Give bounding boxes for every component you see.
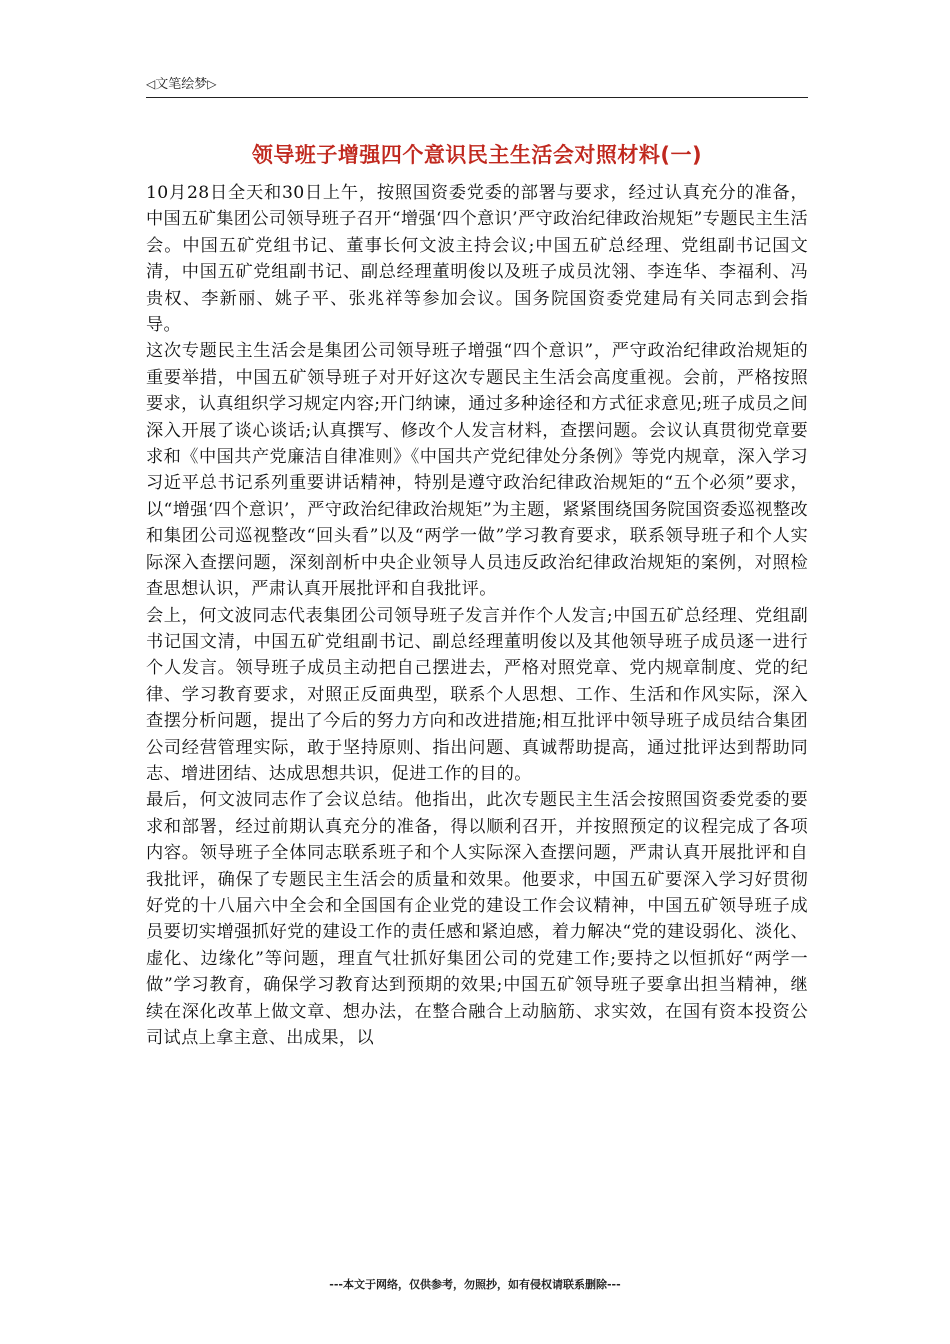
page-header [146,76,216,93]
header-brand: 文笔绘梦 [155,77,208,92]
right-triangle-icon: ▷ [207,77,217,91]
paragraph-1: 10月28日全天和30日上午，按照国资委党委的部署与要求，经过认真充分的准备，中国五矿集团公司领导班子召开“增强‘四个意识’严守政治纪律政治规矩”专题民主生活会。中国五矿党组书记、董事长何文波主持会议;中国五矿总经理、党组副书记国文清，中国五矿党组副书记、副总经理董明俊以及班子成员沈翎、李连华、李福利、冯贵权、李新丽、姚子平、张兆祥等参加会议。国务院国资委党建局有关同志到会指导。 [146,183,808,336]
left-triangle-icon: ◁ [146,77,156,91]
document-title: 领导班子增强四个意识民主生活会对照材料(一) [251,143,703,167]
paragraph-4: 最后，何文波同志作了会议总结。他指出，此次专题民主生活会按照国资委党委的要求和部署，经过前期认真充分的准备，得以顺利召开，并按照预定的议程完成了各项内容。领导班子全体同志联系班子和个人实际深入查摆问题，严肃认真开展批评和自我批评，确保了专题民主生活会的质量和效果。他要求，中国五矿要深入学习好贯彻好党的十八届六中全会和全国国有企业党的建设工作会议精神，中国五矿领导班子成员要切实增强抓好党的建设工作的责任感和紧迫感，着力解决“党的建设弱化、淡化、虚化、边缘化”等问题，理直气壮抓好集团公司的党建工作;要持之以恒抓好“两学一做”学习教育，确保学习教育达到预期的效果;中国五矿领导班子要拿出担当精神，继续在深化改革上做文章、想办法，在整合融合上动脑筋、求实效，在国有资本投资公司试点上拿主意、出成果，以 [146,790,808,1048]
footer-notice: ---本文于网络，仅供参考，勿照抄，如有侵权请联系删除--- [329,1278,621,1291]
paragraph-3: 会上，何文波同志代表集团公司领导班子发言并作个人发言;中国五矿总经理、党组副书记国文清，中国五矿党组副书记、副总经理董明俊以及其他领导班子成员逐一进行个人发言。领导班子成员主动把自己摆进去，严格对照党章、党内规章制度、党的纪律、学习教育要求，对照正反面典型，联系个人思想、工作、生活和作风实际，深入查摆分析问题，提出了今后的努力方向和改进措施;相互批评中领导班子成员结合集团公司经营管理实际，敢于坚持原则、指出问题、真诚帮助提高，通过批评达到帮助同志、增进团结、达成思想共识，促进工作的目的。 [146,605,808,784]
document-body [146,180,808,1051]
header-divider [146,97,808,98]
paragraph-2: 这次专题民主生活会是集团公司领导班子增强“四个意识”，严守政治纪律政治规矩的重要举措，中国五矿领导班子对开好这次专题民主生活会高度重视。会前，严格按照要求，认真组织学习规定内容;开门纳谏，通过多种途径和方式征求意见;班子成员之间深入开展了谈心谈话;认真撰写、修改个人发言材料，查摆问题。会议认真贯彻党章要求和《中国共产党廉洁自律准则》《中国共产党纪律处分条例》等党内规章，深入学习习近平总书记系列重要讲话精神，特别是遵守政治纪律政治规矩的“五个必须”要求，以“增强‘四个意识’，严守政治纪律政治规矩”为主题，紧紧围绕国务院国资委巡视整改和集团公司巡视整改“回头看”以及“两学一做”学习教育要求，联系领导班子和个人实际深入查摆问题，深刻剖析中央企业领导人员违反政治纪律政治规矩的案例，对照检查思想认识，严肃认真开展批评和自我批评。 [146,341,808,600]
